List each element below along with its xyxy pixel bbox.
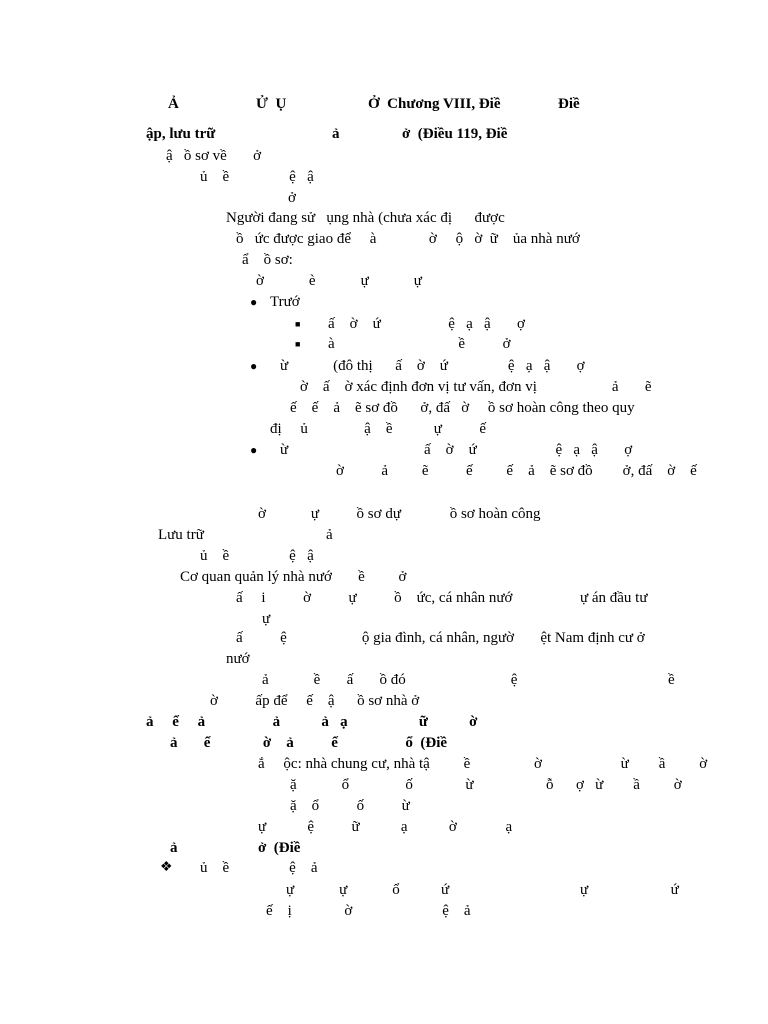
body-line: ờ ấ ờ xác định đơn vị tư vấn, đơn vị ả ẽ	[300, 379, 652, 395]
bold-line: ả ể ả ả ả ạ ữ ờ	[146, 714, 478, 730]
body-line: Người đang sử ụng nhà (chưa xác đị được	[226, 210, 505, 226]
body-line: ậ ồ sơ về ở	[166, 148, 262, 164]
body-line: ỗ ợ ừ ầ ờ	[546, 777, 682, 793]
bold-line: ở (Điề	[258, 840, 301, 856]
diamond-bullet-icon: ❖	[160, 860, 173, 875]
bullet-square-icon: ■	[295, 319, 301, 329]
body-line: ặ ổ ố ừ	[290, 798, 410, 814]
sub-bullet-text: ấ ờ ứ ệ ạ ậ ợ	[328, 316, 525, 332]
bullet-dot-icon: ●	[250, 359, 258, 373]
body-line: ẩ ồ sơ:	[242, 252, 293, 268]
body-line: ả ề ấ ồ đó ệ	[262, 672, 518, 688]
body-line: ủ ề ệ ậ	[200, 548, 314, 564]
body-line: nướ	[226, 651, 250, 667]
bold-line: ả	[170, 840, 178, 856]
body-line: ế ị ờ ệ ả	[266, 903, 471, 919]
body-line: ấ ờ ứ ệ ạ ậ ợ	[424, 442, 633, 458]
section-heading-c: ở (Điều 119, Điề	[402, 126, 508, 142]
body-line: Cơ quan quản lý nhà nướ ề ở	[180, 569, 407, 585]
body-line: ờ ự ồ sơ dự ồ sơ hoàn công	[258, 506, 541, 522]
doc-title-part-1: Ả	[168, 96, 179, 112]
bullet-square-icon: ■	[295, 339, 301, 349]
body-line: ờ è ự ự	[256, 273, 422, 289]
body-line: ấ i ờ ự ồ ức, cá nhân nướ ự án đầu tư	[236, 590, 648, 606]
body-line: ự	[262, 611, 271, 627]
body-line: đị ủ ậ ề ự ế	[270, 421, 487, 437]
body-line: ờ ả ẽ ế ế ả ẽ sơ đồ ở, đấ ờ ế	[336, 463, 697, 479]
body-line: ở	[288, 190, 296, 206]
section-heading-b: ả	[332, 126, 340, 142]
body-line: ự ự ổ ứ	[286, 882, 450, 898]
doc-title-part-2: Ử Ụ	[256, 96, 287, 112]
bullet-text: ừ (đô thị ấ ờ ứ ệ ạ ậ ợ	[280, 358, 585, 374]
body-line: ế ế ả ẽ sơ đồ ở, đấ ờ ồ sơ hoàn công theo quy	[290, 400, 635, 416]
doc-title-part-4: Điề	[558, 96, 580, 112]
bullet-text: ủ ề ệ ả	[200, 860, 318, 876]
bullet-dot-icon: ●	[250, 443, 258, 457]
bold-line: ả ể ờ ả ể ổ (Điề	[170, 735, 448, 751]
body-line: ự ứ	[580, 882, 679, 898]
bullet-text: Trướ	[270, 294, 300, 310]
body-line: ắ ộc: nhà chung cư, nhà tậ ề ờ ừ ầ ờ	[258, 756, 708, 772]
body-line: ề	[668, 672, 675, 688]
bullet-dot-icon: ●	[250, 295, 258, 309]
body-line: ả	[326, 527, 333, 543]
body-line: ủ ề ệ ậ	[200, 169, 314, 185]
body-line: ặ ổ ố ừ	[290, 777, 474, 793]
body-line: ự ệ ữ ạ ờ ạ	[258, 819, 513, 835]
body-line: Lưu trữ	[158, 527, 204, 543]
doc-title-part-3: Ở Chương VIII, Điề	[368, 96, 501, 112]
body-line: ờ ấp để ế ậ ồ sơ nhà ở	[210, 693, 420, 709]
body-line: ồ ức được giao để à ờ ộ ờ ữ ủa nhà nướ	[236, 231, 580, 247]
section-heading-a: ập, lưu trữ	[146, 126, 216, 142]
body-line: ấ ệ ộ gia đình, cá nhân, ngườ ệt Nam định cư ở	[236, 630, 645, 646]
bullet-text: ừ	[280, 442, 289, 458]
sub-bullet-text: à ề ở	[328, 336, 511, 352]
